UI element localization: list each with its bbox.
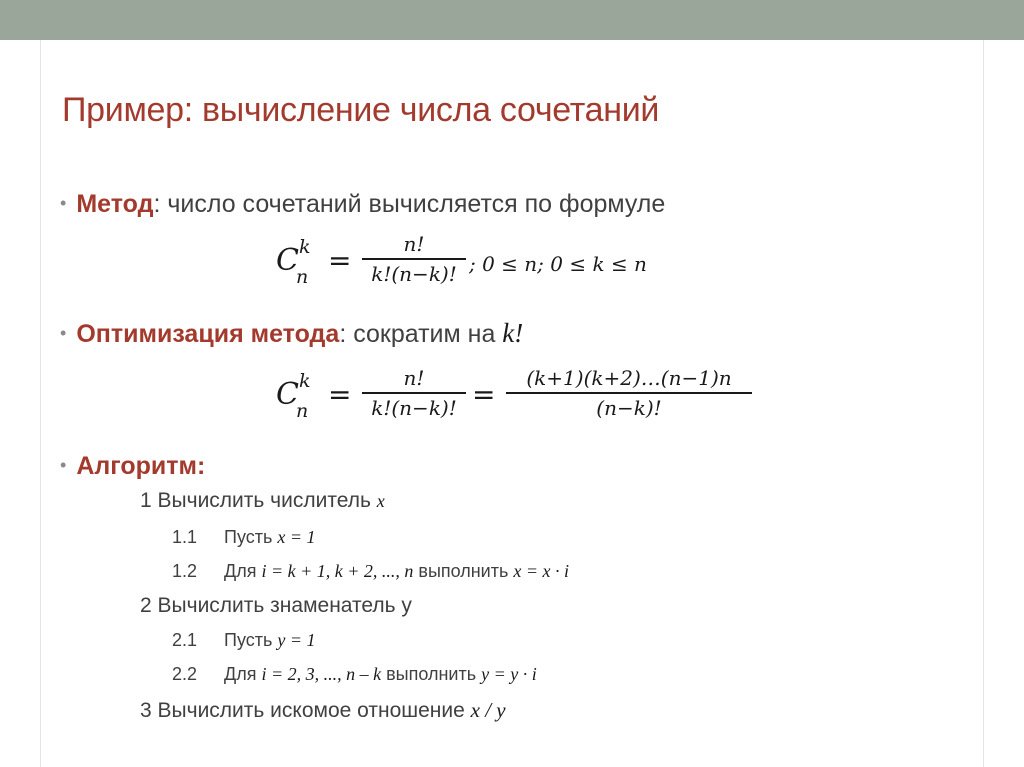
step-text: Вычислить знаменатель y <box>157 594 412 617</box>
bullet-optimization <box>60 318 523 349</box>
fraction1-denominator: k!(n−k)! <box>371 395 457 420</box>
step-math-2: y = y · i <box>481 664 537 684</box>
formula2-n-sub: n <box>296 400 309 422</box>
algorithm-step <box>140 698 506 723</box>
formula-condition: ; 0 ≤ n; 0 ≤ k ≤ n <box>469 252 647 276</box>
step-text: Пусть <box>224 527 278 547</box>
formula2-k-sup: k <box>299 370 311 392</box>
step-text-2: выполнить <box>413 561 514 581</box>
step-text: Вычислить числитель <box>157 489 377 512</box>
optimization-keyword: Оптимизация метода <box>76 320 340 348</box>
step-text: Для <box>224 561 262 581</box>
fraction2-numerator: (k+1)(k+2)…(n−1)n <box>526 366 732 390</box>
optimization-var: k! <box>502 318 524 348</box>
bullet-dot: • <box>60 323 67 343</box>
algorithm-step <box>140 594 412 618</box>
bullet-method <box>60 190 665 219</box>
bullet-dot: • <box>60 455 67 475</box>
formula-k-sup: k <box>299 236 311 258</box>
formula-n-sub: n <box>296 266 309 288</box>
step-math: y = 1 <box>277 630 316 650</box>
optimization-colon: : <box>339 320 347 348</box>
formula-c: C <box>276 243 299 278</box>
fraction-numerator: n! <box>403 232 425 256</box>
formula2-c: C <box>276 377 299 412</box>
step-math: i = k + 1, k + 2, ..., n <box>261 561 414 581</box>
algorithm-substep <box>172 527 316 548</box>
fraction2-bar <box>506 392 752 394</box>
bullet-algorithm <box>60 452 205 481</box>
step-number: 2.2 <box>172 664 198 684</box>
algorithm-step <box>140 489 385 513</box>
step-number: 1 <box>140 489 152 512</box>
bullet-dot: • <box>60 193 67 213</box>
step-text: Для <box>224 664 262 684</box>
method-colon: : <box>153 190 161 218</box>
method-keyword: Метод <box>76 190 154 218</box>
formula-equals: = <box>328 244 352 277</box>
step-number: 1.2 <box>172 561 198 581</box>
formula2-equals-1: = <box>328 378 352 411</box>
left-border-line <box>40 40 41 767</box>
fraction1-bar <box>362 392 466 394</box>
method-text: число сочетаний вычисляется по формуле <box>160 190 666 218</box>
right-border-line <box>983 40 984 767</box>
formula2-fraction-2 <box>506 366 752 420</box>
step-text-2: выполнить <box>381 664 482 684</box>
algorithm-substep <box>172 630 316 651</box>
step-number: 1.1 <box>172 527 198 547</box>
algorithm-substep <box>172 561 569 582</box>
fraction1-numerator: n! <box>403 366 425 390</box>
algorithm-keyword: Алгоритм: <box>76 452 206 480</box>
step-number: 2 <box>140 594 152 617</box>
step-math: x / y <box>470 698 506 722</box>
step-text: Вычислить искомое отношение <box>157 699 471 722</box>
step-math: i = 2, 3, ..., n – k <box>261 664 382 684</box>
formula2-equals-2: = <box>472 378 496 411</box>
step-number: 3 <box>140 699 152 722</box>
slide-title: Пример: вычисление числа сочетаний <box>62 91 660 129</box>
formula2-fraction-1 <box>362 366 466 420</box>
algorithm-substep <box>172 664 537 685</box>
optimization-text: сократим на <box>346 320 503 348</box>
step-math: x <box>376 491 385 511</box>
fraction-bar <box>362 258 466 260</box>
top-bar <box>0 0 1024 40</box>
step-math: x = 1 <box>277 527 316 547</box>
step-number: 2.1 <box>172 630 198 650</box>
step-math-2: x = x · i <box>513 561 569 581</box>
fraction-denominator: k!(n−k)! <box>371 261 457 286</box>
formula-fraction <box>362 232 466 286</box>
fraction2-denominator: (n−k)! <box>596 395 662 420</box>
step-text: Пусть <box>224 630 278 650</box>
